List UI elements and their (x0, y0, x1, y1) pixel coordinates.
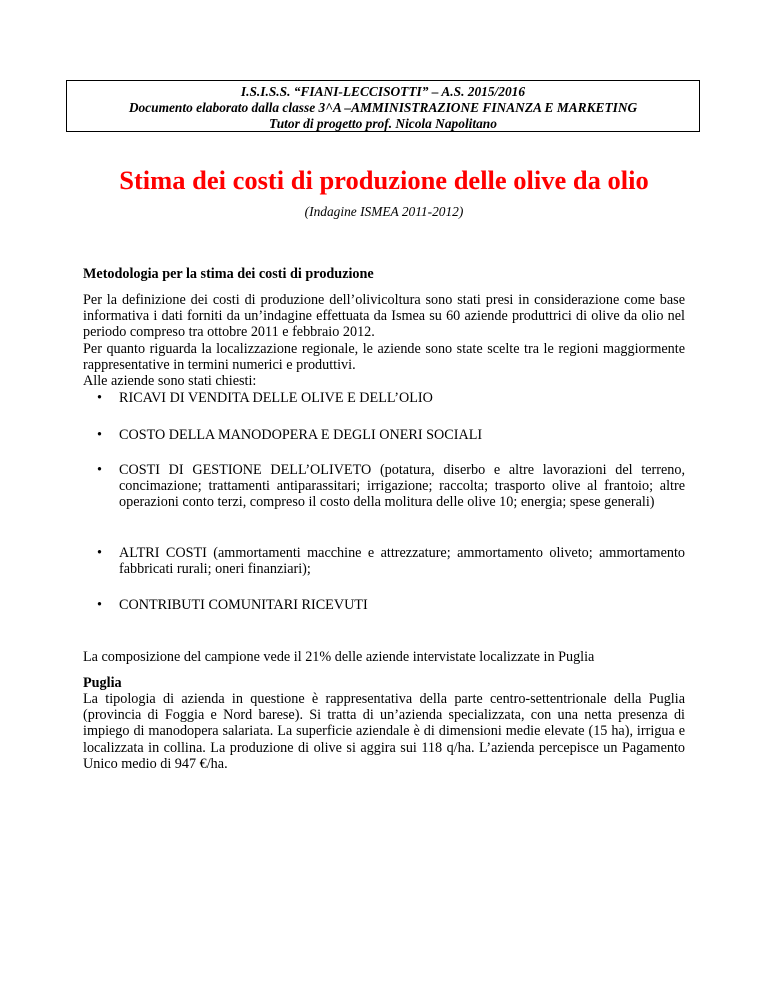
methodology-para-1: Per la definizione dei costi di produzione dell’olivicoltura sono stati presi in considerazione come base informativa i dati forniti da un’indagine effettuata da Ismea su 60 aziende produttrici di olive da olio nel periodo compreso tra ottobre 2011 e febbraio 2012. (83, 292, 685, 341)
list-item-text: RICAVI DI VENDITA DELLE OLIVE E DELL’OLIO (119, 390, 433, 406)
sample-composition-text: La composizione del campione vede il 21% delle aziende intervistate localizzate in Puglia (83, 649, 595, 665)
methodology-heading: Metodologia per la stima dei costi di produzione (83, 266, 374, 282)
document-title: Stima dei costi di produzione delle olive da olio (119, 165, 649, 195)
header-school-line: I.S.I.S.S. “FIANI-LECCISOTTI” – A.S. 2015/2016 (240, 84, 526, 99)
bullet-icon: • (97, 462, 102, 478)
puglia-paragraph: La tipologia di azienda in questione è rappresentativa della parte centro-settentrionale della Puglia (provincia di Foggia e Nord barese). Si tratta di un’azienda specializzata, con una netta presenza di impiego di manodopera salariata. La superficie aziendale è di dimensioni medie elevate (15 ha), irrigua e localizzata in collina. La produzione di olive si aggira sui 118 q/ha. L’azienda percepisce un Pagamento Unico medio di 947 €/ha. (83, 691, 685, 772)
bullet-icon: • (97, 390, 102, 406)
methodology-para-3: Alle aziende sono stati chiesti: (83, 373, 257, 390)
bullet-icon: • (97, 597, 102, 613)
list-item-text: CONTRIBUTI COMUNITARI RICEVUTI (119, 597, 368, 613)
header-class-line: Documento elaborato dalla classe 3^A –AMMINISTRAZIONE FINANZA E MARKETING (128, 100, 638, 115)
bullet-icon: • (97, 545, 102, 561)
list-item-text: COSTO DELLA MANODOPERA E DEGLI ONERI SOCIALI (119, 427, 483, 443)
header-tutor-line: Tutor di progetto prof. Nicola Napolitano (269, 116, 497, 131)
list-item-text: ALTRI COSTI (ammortamenti macchine e attrezzature; ammortamento oliveto; ammortamento fabbricati rurali; oneri finanziari); (119, 545, 685, 578)
methodology-paragraph (83, 292, 685, 389)
document-subtitle: (Indagine ISMEA 2011-2012) (304, 204, 464, 219)
bullet-icon: • (97, 427, 102, 443)
methodology-para-2: Per quanto riguarda la localizzazione regionale, le aziende sono state scelte tra le regioni maggiormente rappresentative in termini numerici e produttivi. (83, 340, 685, 373)
puglia-heading: Puglia (83, 675, 122, 691)
document-header-box (66, 80, 700, 132)
list-item-text: COSTI DI GESTIONE DELL’OLIVETO (potatura, diserbo e altre lavorazioni del terreno, concimazione; trattamenti antiparassitari; irrigazione; raccolta; trasporto olive al frantoio; altre operazioni conto terzi, compreso il costo della molitura delle olive 10; energia; spese generali) (119, 462, 685, 511)
